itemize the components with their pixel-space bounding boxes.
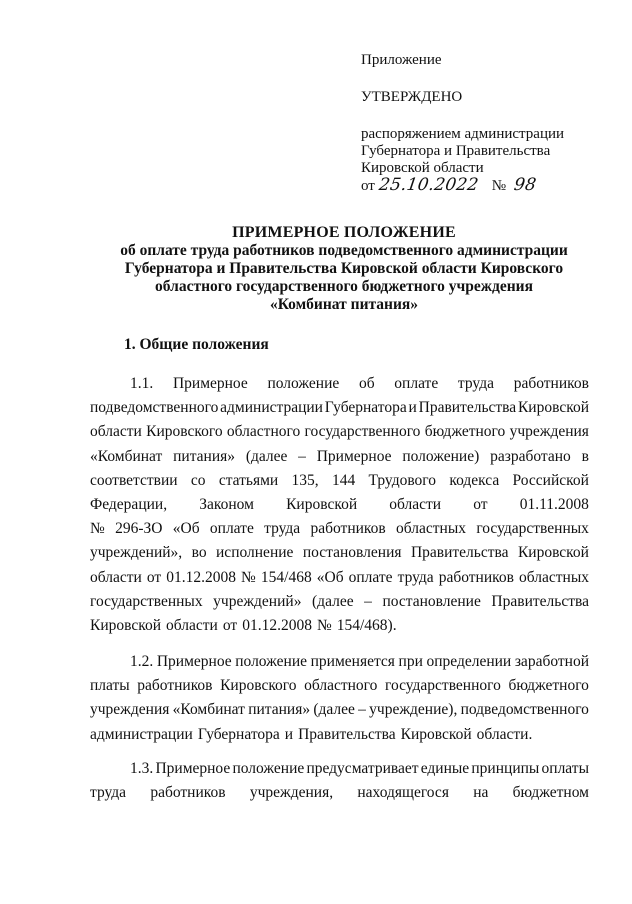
word: Правительства [491,592,589,610]
word: № [241,568,256,586]
word: Федерации, [90,496,168,513]
word: труда [397,568,434,586]
word: (далее [245,447,288,465]
word: Правительства [418,399,517,417]
word: при [398,653,423,670]
word: соответствии [90,471,178,489]
word: области [389,496,442,513]
word: – [298,447,306,465]
word: 01.12.2008 [166,568,236,586]
word: учреждения [90,701,170,719]
section-heading: 1. Общие положения [124,336,269,353]
word: 135, [291,471,319,489]
paragraph-line [90,422,589,442]
paragraph-line [130,374,589,394]
word: областных [396,520,467,538]
word: работников [137,677,213,695]
paragraph-line [90,676,589,696]
word: учреждения [509,423,589,441]
word: труда [264,520,301,538]
word: находящегося [357,784,449,802]
word: «Об [316,568,344,586]
word: 1.1. [130,375,154,392]
word: Кировской [517,544,589,562]
word: области. [476,725,533,743]
word: принципы [471,760,540,777]
word: Губернатора [197,725,280,743]
word: на [473,784,489,802]
word: оплаты [541,760,589,777]
word: исполнение [216,544,294,562]
word: подведомственного [90,399,219,417]
number-sign: № [491,178,507,194]
word: 1.2. [130,653,154,670]
word: (далее [312,592,354,610]
paragraph-line [90,725,589,745]
word: Кировского [220,677,297,695]
order-date-line [361,177,611,195]
word: Примерное [172,375,248,392]
handwritten-number: 98 [512,175,538,195]
word: применяется [310,653,395,670]
word: Кировской [400,725,472,743]
word: Кировской [517,399,589,417]
word: учреждение), [369,701,458,719]
word: труда [90,784,127,802]
word: области [166,617,218,634]
word: (далее [313,701,355,719]
word: работников [513,375,589,392]
word: подведомственного [460,701,589,719]
word: учреждений», [90,544,183,562]
word: Законом [199,496,254,513]
word: государственных [476,520,589,538]
word: от [473,496,488,513]
word: бюджетного [424,423,506,441]
word: – [358,701,366,719]
word: постановления [302,544,402,562]
word: Трудового [368,471,437,489]
approved-label: УТВЕРЖДЕНО [361,89,463,105]
order-line-3: Кировской области [361,160,484,176]
word: оплате [394,375,439,392]
paragraph-line [90,592,589,612]
date-prefix: от [361,178,375,194]
word: «Об [172,520,200,538]
word: Правительства [410,544,509,562]
paragraph-line [130,759,589,779]
word: положение [235,653,308,670]
word: администрации [220,399,323,417]
paragraph-line [90,616,589,636]
word: областного [226,423,301,441]
word: оплате [209,520,254,538]
word: от [222,617,238,634]
word: об [358,375,375,392]
word: бюджетном [512,784,589,802]
word: 01.12.2008 [242,617,312,634]
handwritten-date: 25.10.2022 [377,175,480,195]
word: области [90,568,142,586]
word: государственного [304,423,421,441]
word: Кировской [90,617,162,634]
title-line-4: «Комбинат питания» [269,296,419,313]
word: учреждений» [213,592,302,610]
paragraph-line [130,652,589,672]
word: № [90,520,105,538]
paragraph-line [90,519,589,539]
word: в [581,447,589,465]
word: Российской [512,471,589,489]
word: государственных [90,592,203,610]
word: и [408,399,417,417]
word: Примерное [156,653,232,670]
word: питания» [248,701,311,719]
word: работников [150,784,226,802]
word: Примерное [316,447,392,465]
word: областного [304,677,378,695]
word: труда [457,375,494,392]
word: единые [420,760,470,777]
word: – [364,592,372,610]
word: администрации [90,725,193,743]
paragraph-line [90,398,589,418]
word: питания» [173,447,236,465]
approval-block [361,52,611,195]
paragraph-line [90,471,589,491]
order-line-1: распоряжением администрации [361,126,565,142]
document-title [74,224,614,314]
word: со [190,471,206,489]
paragraph-line [90,447,589,467]
word: областных [519,568,589,586]
word: во [191,544,207,562]
paragraph-line [90,543,589,563]
word: статьями [218,471,279,489]
word: 154/468). [336,617,397,634]
word: заработной [514,653,589,670]
word: оплате [348,568,393,586]
word: Губернатора [324,399,407,417]
word: и [284,725,294,743]
word: платы [90,677,130,695]
word: от [146,568,162,586]
word: определении [426,653,512,670]
title-line-3: областного государственного бюджетного учреждения [155,278,533,295]
word: 144 [331,471,356,489]
word: «Комбинат [172,701,245,719]
title-line-1: об оплате труда работников подведомственного администрации [120,242,568,259]
word: бюджетного [508,677,589,695]
word: государственного [384,677,501,695]
word: 296-ЗО [115,520,163,538]
word: разработано [490,447,571,465]
word: положение [267,375,340,392]
word: 1.3. [130,760,154,777]
paragraph-line [90,700,589,720]
word: работников [310,520,386,538]
word: положение [232,760,305,777]
word: № [316,617,332,634]
word: Правительства [298,725,396,743]
word: положение) [402,447,480,465]
word: работников [438,568,514,586]
word: 01.11.2008 [519,496,589,513]
word: кодекса [449,471,500,489]
paragraph-line [90,783,589,803]
word: области [90,423,142,441]
word: «Комбинат [90,447,163,465]
paragraph-line [90,568,589,588]
title-main: ПРИМЕРНОЕ ПОЛОЖЕНИЕ [232,224,456,241]
word: постановление [382,592,481,610]
word: Кировской [286,496,358,513]
order-line-2: Губернатора и Правительства [361,143,551,159]
appendix-label: Приложение [361,52,442,68]
word: Кировского [146,423,223,441]
paragraph-line [90,495,589,515]
word: 154/468 [260,568,312,586]
title-line-2: Губернатора и Правительства Кировской области Кировского [124,260,564,277]
word: Примерное [155,760,231,777]
word: учреждения, [249,784,334,802]
word: предусматривает [306,760,419,777]
